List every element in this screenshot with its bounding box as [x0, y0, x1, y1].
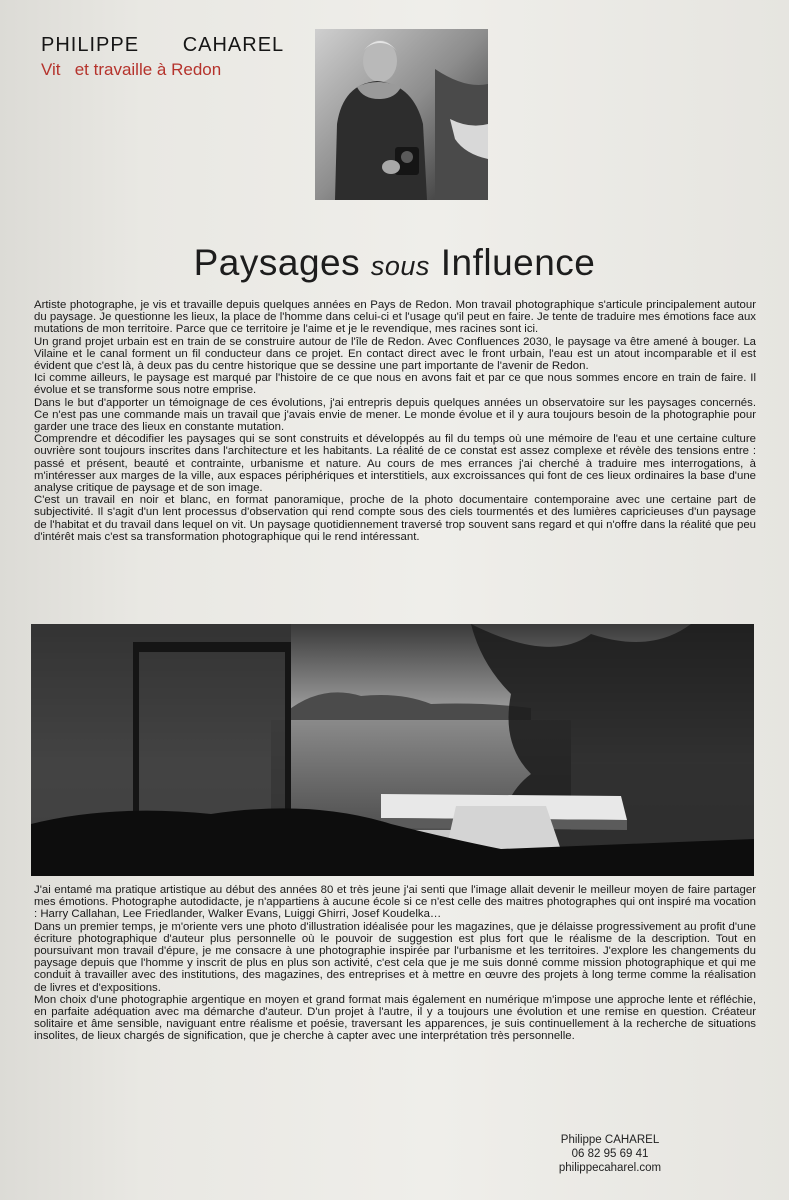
signature-website: philippecaharel.com	[558, 1162, 662, 1174]
title-part-2: sous	[370, 251, 430, 281]
signature-name: Philippe CAHAREL	[560, 1134, 660, 1146]
panorama-photo	[31, 624, 754, 876]
page-title	[0, 242, 789, 284]
bio-paragraph: J'ai entamé ma pratique artistique au début des années 80 et très jeune j'ai senti que l'image allait devenir le meilleur moyen de faire partager mes émotions. Photographe autodidacte, je n'appartiens à aucune école si ce n'est celle des maitres photographes qui ont inspiré ma vocation : Harry Callahan, Lee Friedlander, Walker Evans, Luiggi Ghirri, Josef Koudelka…	[34, 884, 756, 921]
title-part-1: Paysages	[193, 242, 371, 283]
title-part-3: Influence	[429, 242, 596, 283]
signature-phone: 06 82 95 69 41	[571, 1148, 649, 1160]
intro-paragraph: C'est un travail en noir et blanc, en format panoramique, proche de la photo documentaire contemporaine avec une certaine part de subjectivité. Il s'agit d'un lent processus d'observation qui rend compte sous des ciels tourmentés et des lumières capricieuses d'un paysage de l'habitat et du travail dans lequel on vit. Un paysage quotidiennement traversé trop souvent sans regard et qui n'offre dans la réalité que peu d'intérêt mais c'est sa transformation photographique qui le rend intéressant.	[34, 494, 756, 543]
author-name: PHILIPPE CAHAREL	[41, 34, 285, 56]
intro-paragraph: Un grand projet urbain est en train de se construire autour de l'île de Redon. Avec Confluences 2030, le paysage va être amené à bouger. La Vilaine et le canal forment un fil conducteur dans ce projet. En contact direct avec le front urbain, l'eau est un atout incomparable et il est évident que c'est là, à deux pas du centre historique que se dessine une part importante de l'avenir de Redon.	[34, 335, 756, 373]
intro-text	[34, 299, 756, 543]
bio-paragraph: Mon choix d'une photographie argentique en moyen et grand format mais également en numérique m'impose une approche lente et réfléchie, en parfaite adéquation avec ma démarche d'auteur. D'un projet à l'autre, il y a toujours une évolution et une remise en question. Créateur solitaire et âme sensible, naviguant entre réalisme et poésie, traversant les apparences, je suis continuellement à la recherche de situations insolites, de lieux chargés de signification, que je cherche à capter avec une interprétation très personnelle.	[34, 993, 756, 1043]
intro-paragraph: Ici comme ailleurs, le paysage est marqué par l'histoire de ce que nous en avons fait et par ce que nous sommes encore en train de faire. Il évolue et se transforme sous notre emprise.	[34, 372, 756, 397]
signature-block	[520, 1133, 700, 1175]
intro-paragraph: Comprendre et décodifier les paysages qui se sont construits et développés au fil du temps où une mémoire de l'eau et une certaine culture ouvrière sont toujours inscrites dans l'architecture et les habitants. La réalité de ce constat est assez complexe et révèle des tensions entre : passé et présent, beauté et contrainte, urbanisme et nature. Au cours de mes errances j'ai cherché à traduire mes interrogations, à m'intéresser aux marges de la ville, aux espaces périphériques et interstitiels, aux excroissances qui font de ces lieux ordinaires la base d'une analyse critique de paysage et de son image.	[34, 433, 756, 495]
intro-paragraph: Dans le but d'apporter un témoignage de ces évolutions, j'ai entrepris depuis quelques années un observatoire sur les paysages concernés. Ce n'est pas une commande mais un travail que j'avais envie de mener. Le monde évolue et il y aura toujours besoin de la photographie pour garder une trace des lieux en constante mutation.	[34, 396, 756, 434]
author-subtitle: Vit et travaille à Redon	[41, 60, 222, 79]
bio-text	[34, 884, 756, 1043]
intro-paragraph: Artiste photographe, je vis et travaille depuis quelques années en Pays de Redon. Mon travail photographique s'articule principalement autour du paysage. Je questionne les lieux, la place de l'homme dans celui-ci et l'usage qu'il peut en faire. Je tente de traduire mes émotions face aux mutations de mon territoire. Parce que ce territoire je l'aime et je le revendique, mes racines sont ici.	[34, 299, 756, 336]
bio-paragraph: Dans un premier temps, je m'oriente vers une photo d'illustration idéalisée pour les magazines, que je délaisse progressivement au profit d'une écriture photographique d'auteur plus personnelle où le pouvoir de suggestion est plus fort que le réalisme de la description. Tout en poursuivant mon travail d'épure, je me consacre à une photographie inspirée par l'urbanisme et les territoires. J'explore les changements du paysage depuis que l'homme y inscrit de plus en plus son activité, c'est cela que je me suis donné comme mission photographique et qui me conduit à travailler avec des institutions, des magazines, des entreprises et à mettre en œuvre des projets à long terme comme la réalisation de livres et d'expositions.	[34, 920, 756, 994]
author-portrait-photo	[315, 29, 488, 200]
